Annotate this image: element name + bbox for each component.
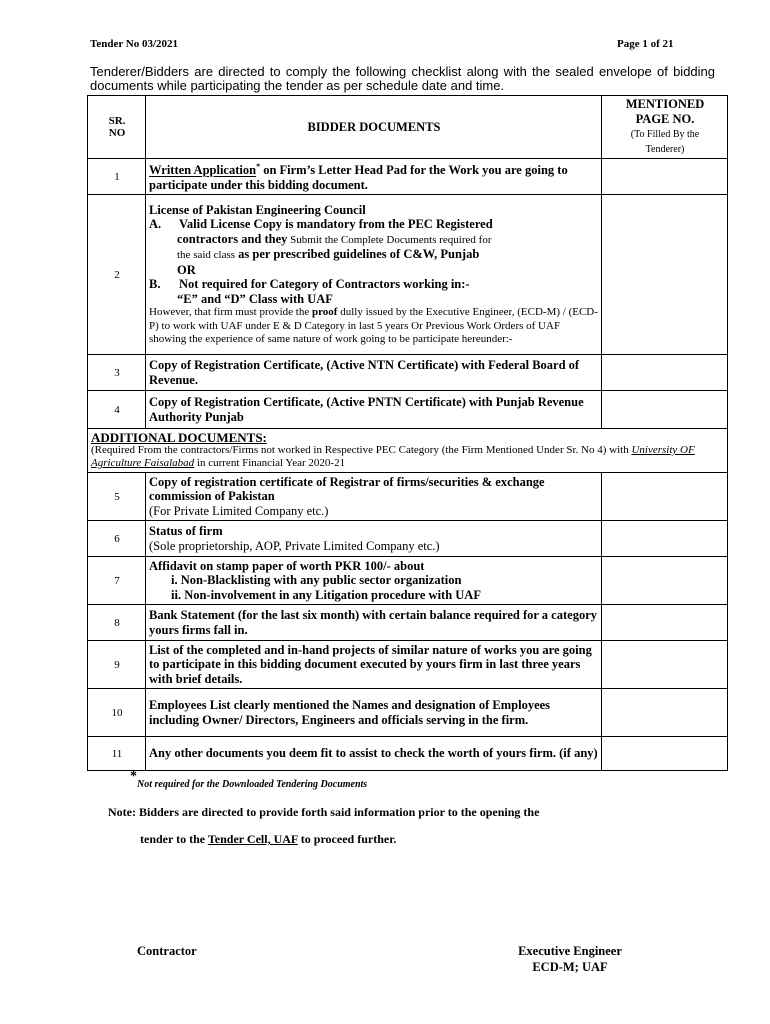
or-label: OR [177,262,196,277]
executive-engineer-signature: Executive Engineer ECD-M; UAF [518,944,622,974]
contractor-signature: Contractor [137,944,197,958]
option-a: A. Valid License Copy is mandatory from the PEC Registered [149,217,493,231]
additional-desc: (Required From the contractors/Firms not worked in Respective PEC Category (the Firm Mentioned Under Sr. No 4) with University OF Agriculture Faisalabad in current Financial Year 2020-21 [91,444,695,469]
header-docs: BIDDER DOCUMENTS [146,96,602,159]
page-cell[interactable] [602,473,728,521]
header-sr-label: SR. [108,115,126,127]
row-doc: List of the completed and in-hand projects of similar nature of works you are going to participate in this bidding document executed by yours firm in last three years with brief details. [146,641,602,689]
row-doc: Copy of registration certificate of Registrar of firms/securities & exchange commission of Pakistan (For Private Limited Company etc.) [146,473,602,521]
option-b: B. Not required for Category of Contractors working in:- [149,277,470,291]
table-row [88,737,728,771]
header-page [602,96,728,159]
footnote-star: * [130,769,137,784]
footnote-text: Not required for the Downloaded Tendering Documents [137,779,368,790]
table-row [88,521,728,557]
header-to-filled-2: Tenderer) [645,144,685,155]
additional-row [88,429,728,473]
header-page-no: PAGE NO. [635,112,695,126]
table-row [88,641,728,689]
row-doc: Bank Statement (for the last six month) with certain balance required for a category yours firms fall in. [146,605,602,641]
header-no-label: NO [108,127,126,139]
option-a-line3: the said class as per prescribed guidelines of C&W, Punjab [177,247,480,261]
page-cell[interactable] [602,605,728,641]
row-sr: 1 [88,159,146,195]
row-sr: 6 [88,521,146,557]
row-doc: Copy of Registration Certificate, (Active NTN Certificate) with Federal Board of Revenue. [146,355,602,391]
additional-title: ADDITIONAL DOCUMENTS: [91,430,267,445]
row-doc: Employees List clearly mentioned the Names and designation of Employees including Owner/ Directors, Engineers and officials serving in the firm. [146,689,602,737]
row-sr: 10 [88,689,146,737]
header-to-filled-1: (To Filled By the [630,129,700,140]
written-application: Written Application [149,163,257,178]
page-cell[interactable] [602,521,728,557]
row-doc [146,195,602,355]
table-row [88,195,728,355]
row-sr: 3 [88,355,146,391]
note-line-2: tender to the Tender Cell, UAF to proceed further. [140,832,397,846]
page-number: Page 1 of 21 [617,38,674,50]
page-cell[interactable] [602,195,728,355]
star-mark: * [256,162,261,172]
tender-number: Tender No 03/2021 [90,38,179,50]
page-cell[interactable] [602,689,728,737]
pec-title: License of Pakistan Engineering Council [149,202,366,217]
row-sr: 9 [88,641,146,689]
table-row [88,159,728,195]
row-sr: 7 [88,557,146,605]
row-sr: 2 [88,195,146,355]
table-row [88,391,728,429]
page-cell[interactable] [602,557,728,605]
table-row [88,355,728,391]
tender-cell-link: Tender Cell, UAF [207,832,298,846]
row-sr: 8 [88,605,146,641]
row-sr: 4 [88,391,146,429]
page-cell[interactable] [602,641,728,689]
row-sr: 11 [88,737,146,771]
option-a-line2: contractors and they Submit the Complete Documents required for [177,231,492,246]
row-doc: Copy of Registration Certificate, (Active PNTN Certificate) with Punjab Revenue Authority Punjab [146,391,602,429]
note-line-1: Note: Bidders are directed to provide forth said information prior to the opening the [108,805,540,819]
page-cell[interactable] [602,391,728,429]
row-doc: Affidavit on stamp paper of worth PKR 100/- about i. Non-Blacklisting with any public sector organization ii. Non-involvement in any Litigation procedure with UAF [146,557,602,605]
page-cell[interactable] [602,737,728,771]
row-doc: Any other documents you deem fit to assist to check the worth of yours firm. (if any) [146,737,602,771]
additional-documents [88,429,728,473]
row1-text: on Firm’s Letter Head Pad for the Work you are going to participate under this bidding document. [149,163,568,193]
however-text: However, that firm must provide the proof dully issued by the Executive Engineer, (ECD-M) / (ECD-P) to work with UAF under E & D Category in last 5 years Or Previous Work Orders of UAF showing the experience of same nature of work going to be participate hereunder:- [149,306,598,345]
table-header-row [88,96,728,159]
header-sr [88,96,146,159]
row-doc: Status of firm (Sole proprietorship, AOP, Private Limited Company etc.) [146,521,602,557]
option-b-line2: “E” and “D” Class with UAF [177,291,333,306]
table-row [88,689,728,737]
header-mentioned: MENTIONED [625,97,705,111]
table-row [88,473,728,521]
checklist-table [87,95,728,771]
intro-text: Tenderer/Bidders are directed to comply the following checklist along with the sealed envelope of bidding documents while participating the tender as per schedule date and time. [90,64,715,93]
row-sr: 5 [88,473,146,521]
row-doc [146,159,602,195]
table-row [88,605,728,641]
page-cell[interactable] [602,355,728,391]
page-cell[interactable] [602,159,728,195]
table-row [88,557,728,605]
